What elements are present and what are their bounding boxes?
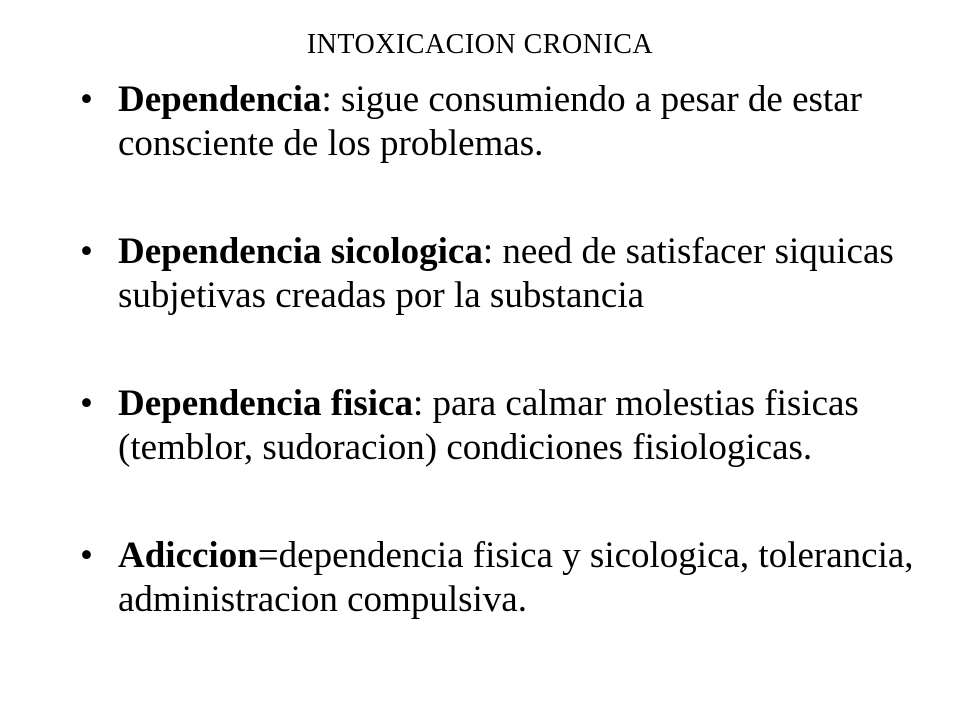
bullet-item-dependencia-sicologica xyxy=(80,230,940,318)
bullet-term: Dependencia sicologica xyxy=(118,231,483,272)
bullet-icon: • xyxy=(80,535,93,576)
bullet-item-dependencia-fisica xyxy=(80,382,940,470)
bullet-text: =dependencia fisica y sicologica, tolerancia, administracion compulsiva. xyxy=(118,535,914,620)
bullet-icon: • xyxy=(80,383,93,424)
bullet-text: : sigue consumiendo a pesar de estar consciente de los problemas. xyxy=(118,79,862,164)
bullet-term: Adiccion xyxy=(118,535,258,576)
bullet-list xyxy=(80,78,940,622)
bullet-item-adiccion xyxy=(80,534,940,622)
slide-title: INTOXICACION CRONICA xyxy=(306,29,654,60)
bullet-item-dependencia xyxy=(80,78,940,166)
bullet-icon: • xyxy=(80,231,93,272)
bullet-text: : para calmar molestias fisicas (temblor, sudoracion) condiciones fisiologicas. xyxy=(118,383,859,468)
bullet-text: : need de satisfacer siquicas subjetivas creadas por la substancia xyxy=(118,231,894,316)
bullet-term: Dependencia fisica xyxy=(118,383,413,424)
bullet-term: Dependencia xyxy=(118,79,322,120)
bullet-icon: • xyxy=(80,79,93,120)
